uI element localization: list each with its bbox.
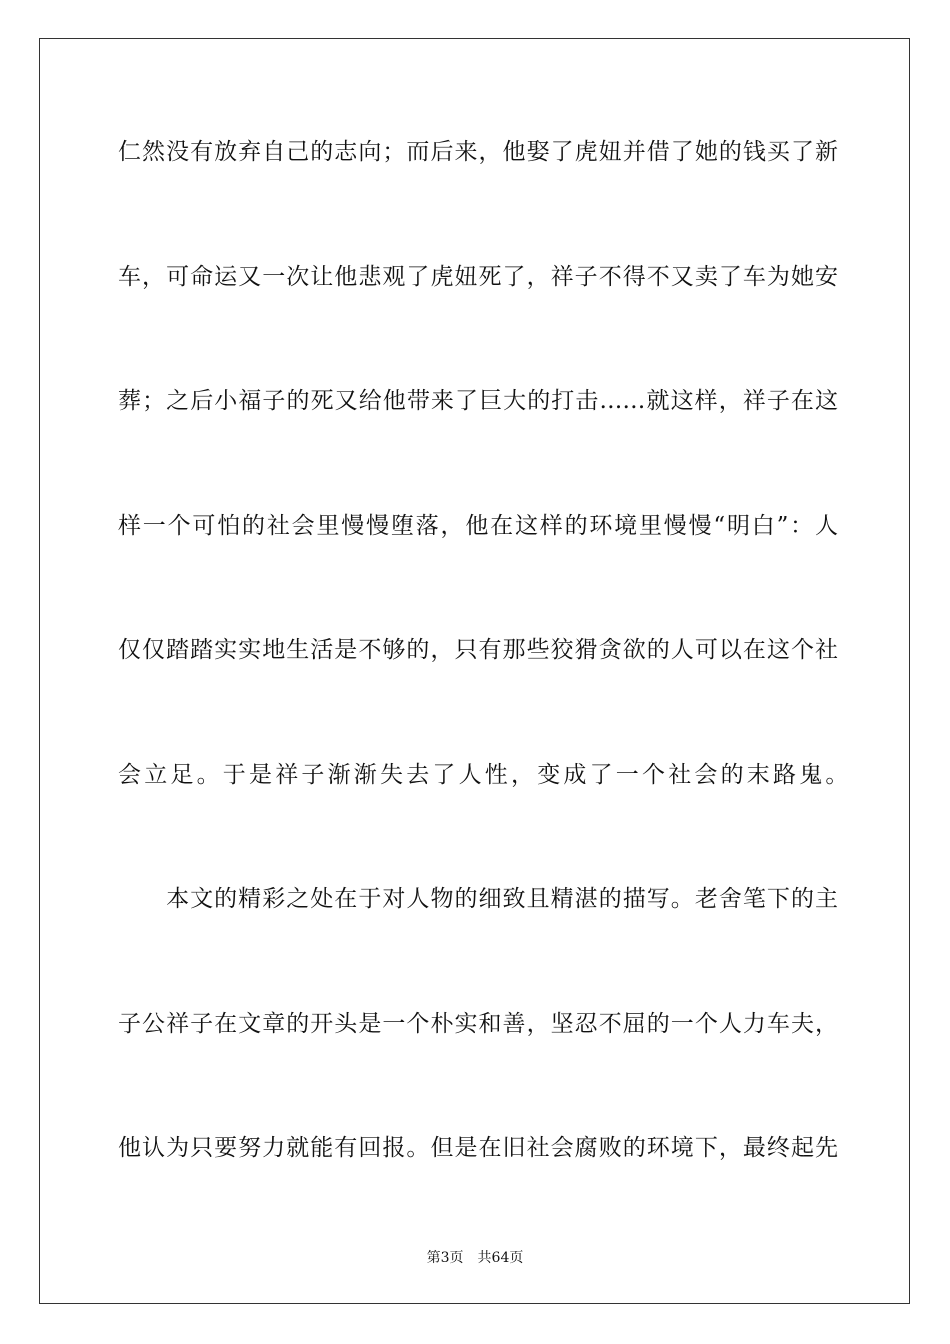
body-text-line-7: 本文的精彩之处在于对人物的细致且精湛的描写。老舍笔下的主 — [118, 886, 838, 912]
body-text-line-4: 样一个可怕的社会里慢慢堕落，他在这样的环境里慢慢“明白”：人 — [118, 513, 838, 539]
body-text-line-2: 车，可命运又一次让他悲观了虎妞死了，祥子不得不又卖了车为她安 — [118, 264, 838, 290]
page-border — [39, 38, 910, 1304]
body-text-line-1: 仁然没有放弃自己的志向；而后来，他娶了虎妞并借了她的钱买了新 — [118, 139, 838, 165]
page-number: 第3页 — [426, 1250, 464, 1266]
body-text-line-8: 子公祥子在文章的开头是一个朴实和善，坚忍不屈的一个人力车夫， — [118, 1011, 838, 1037]
body-text-line-9: 他认为只要努力就能有回报。但是在旧社会腐败的环境下，最终起先 — [118, 1135, 838, 1161]
total-pages: 共64页 — [477, 1250, 524, 1266]
page-footer — [0, 1247, 950, 1267]
body-text-line-5: 仅仅踏踏实实地生活是不够的，只有那些狡猾贪欲的人可以在这个社 — [118, 637, 838, 663]
body-text-line-3: 葬；之后小福子的死又给他带来了巨大的打击……就这样，祥子在这 — [118, 388, 838, 414]
body-text-line-6: 会立足。于是祥子渐渐失去了人性，变成了一个社会的末路鬼。 — [118, 762, 852, 788]
